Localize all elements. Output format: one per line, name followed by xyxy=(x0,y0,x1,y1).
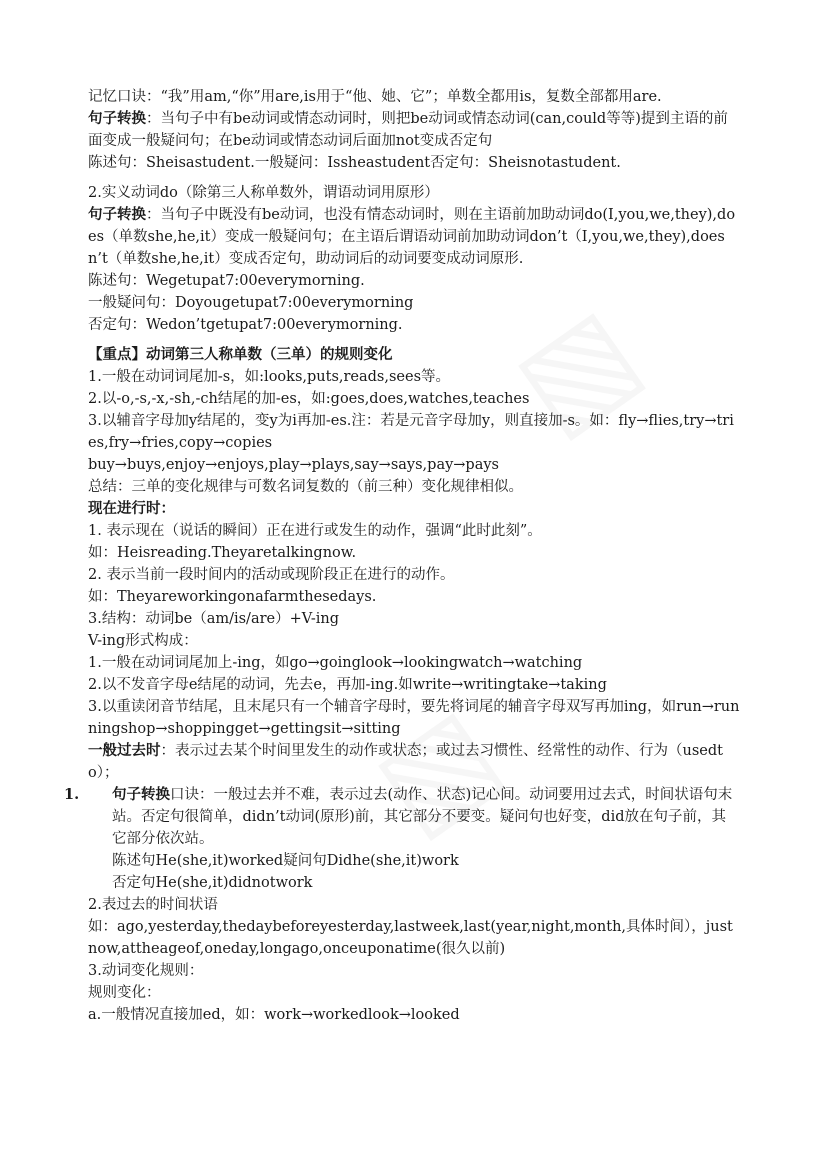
regular-change: 规则变化： xyxy=(88,985,161,1001)
past-conversion: 1. 句子转换口诀：一般过去并不难，表示过去(动作、状态)记心间。动词要用过去式，时间状语句末站。否定句很简单，didn’t动词(原形)前，其它部分不要变。疑问句也好变，did放在句子前，其它部分依次站。 xyxy=(64,786,733,847)
section-do: 2.实义动词do（除第三人称单数外，谓语动词用原形） xyxy=(88,185,439,201)
pc-example-1: 如：Heisreading.Theyaretalkingnow. xyxy=(88,545,357,561)
ving-heading: V-ing形式构成： xyxy=(88,633,198,649)
rule-1: 1.一般在动词词尾加-s，如:looks,puts,reads,sees等。 xyxy=(88,369,451,385)
pc-example-2: 如：Theyareworkingonafarmthesedays. xyxy=(88,589,377,605)
example-question: 一般疑问句：Doyougetupat7:00everymorning xyxy=(88,295,414,311)
sentence-conversion-do: 句子转换：当句子中既没有be动词，也没有情态动词时，则在主语前加助动词do(I,you,we,they),does（单数she,he,it）变成一般疑问句；在主语后谓语动词前加助动词don’t（I,you,we,they),doesn’t（单数she,he,it）变成否定句，助动词后的动词要变成动词原形. xyxy=(88,206,736,267)
verb-change-rules: 3.动词变化规则： xyxy=(88,963,204,979)
past-example-1: 陈述句He(she,it)worked疑问句Didhe(she,it)work xyxy=(112,853,459,869)
sentence-conversion-be: 句子转换：当句子中有be动词或情态动词时，则把be动词或情态动词(can,could等等)提到主语的前面变成一般疑问句；在be动词或情态动词后面加not变成否定句 xyxy=(88,110,728,149)
section-simple-past: 一般过去时：表示过去某个时间里发生的动作或状态；或过去习惯性、经常性的动作、行为（usedto）； xyxy=(88,742,723,781)
example-negative: 否定句：Wedon’tgetupat7:00everymorning. xyxy=(88,317,403,333)
past-time-adverbials: 2.表过去的时间状语 xyxy=(88,897,218,913)
memory-rhyme: 记忆口诀：“我”用am,“你”用are,is用于“他、她、它”；单数全都用is，复数全部都用are. xyxy=(88,89,662,105)
example-be: 陈述句：Sheisastudent.一般疑问：Issheastudent否定句：Sheisnotastudent. xyxy=(88,155,621,171)
summary: 总结：三单的变化规律与可数名词复数的（前三种）变化规律相似。 xyxy=(88,479,523,495)
ving-rule-2: 2.以不发音字母e结尾的动词，先去e，再加-ing.如write→writingtake→taking xyxy=(88,677,607,693)
past-example-2: 否定句He(she,it)didnotwork xyxy=(112,875,313,891)
pc-structure: 3.结构：动词be（am/is/are）+V-ing xyxy=(88,611,340,627)
rule-2: 2.以-o,-s,-x,-sh,-ch结尾的加-es，如:goes,does,watches,teaches xyxy=(88,391,530,407)
regular-rule-a: a.一般情况直接加ed，如：work→workedlook→looked xyxy=(88,1007,460,1023)
pc-usage-2: 2. 表示当前一段时间内的活动或现阶段正在进行的动作。 xyxy=(88,567,455,583)
rule-3: 3.以辅音字母加y结尾的，变y为i再加-es.注：若是元音字母加y，则直接加-s。如：fly→flies,try→tries,fry→fries,copy→copies xyxy=(88,413,734,451)
section-third-person: 【重点】动词第三人称单数（三单）的规则变化 xyxy=(88,346,393,363)
ving-rule-3: 3.以重读闭音节结尾，且末尾只有一个辅音字母时，要先将词尾的辅音字母双写再加ing，如run→runningshop→shoppingget→gettingsit→sitting xyxy=(88,699,740,737)
example-statement: 陈述句：Wegetupat7:00everymorning. xyxy=(88,273,365,289)
past-adverbial-examples: 如：ago,yesterday,thedaybeforeyesterday,lastweek,last(year,night,month,具体时间），justnow,attheageof,oneday,longago,onceuponatime(很久以前) xyxy=(88,919,733,957)
document-page xyxy=(64,86,740,1026)
ving-rule-1: 1.一般在动词词尾加上-ing，如go→goinglook→lookingwatch→watching xyxy=(88,655,583,671)
rule-3-examples: buy→buys,enjoy→enjoys,play→plays,say→says,pay→pays xyxy=(88,457,499,473)
pc-usage-1: 1. 表示现在（说话的瞬间）正在进行或发生的动作，强调“此时此刻”。 xyxy=(88,523,542,539)
section-present-continuous: 现在进行时： xyxy=(88,500,175,517)
